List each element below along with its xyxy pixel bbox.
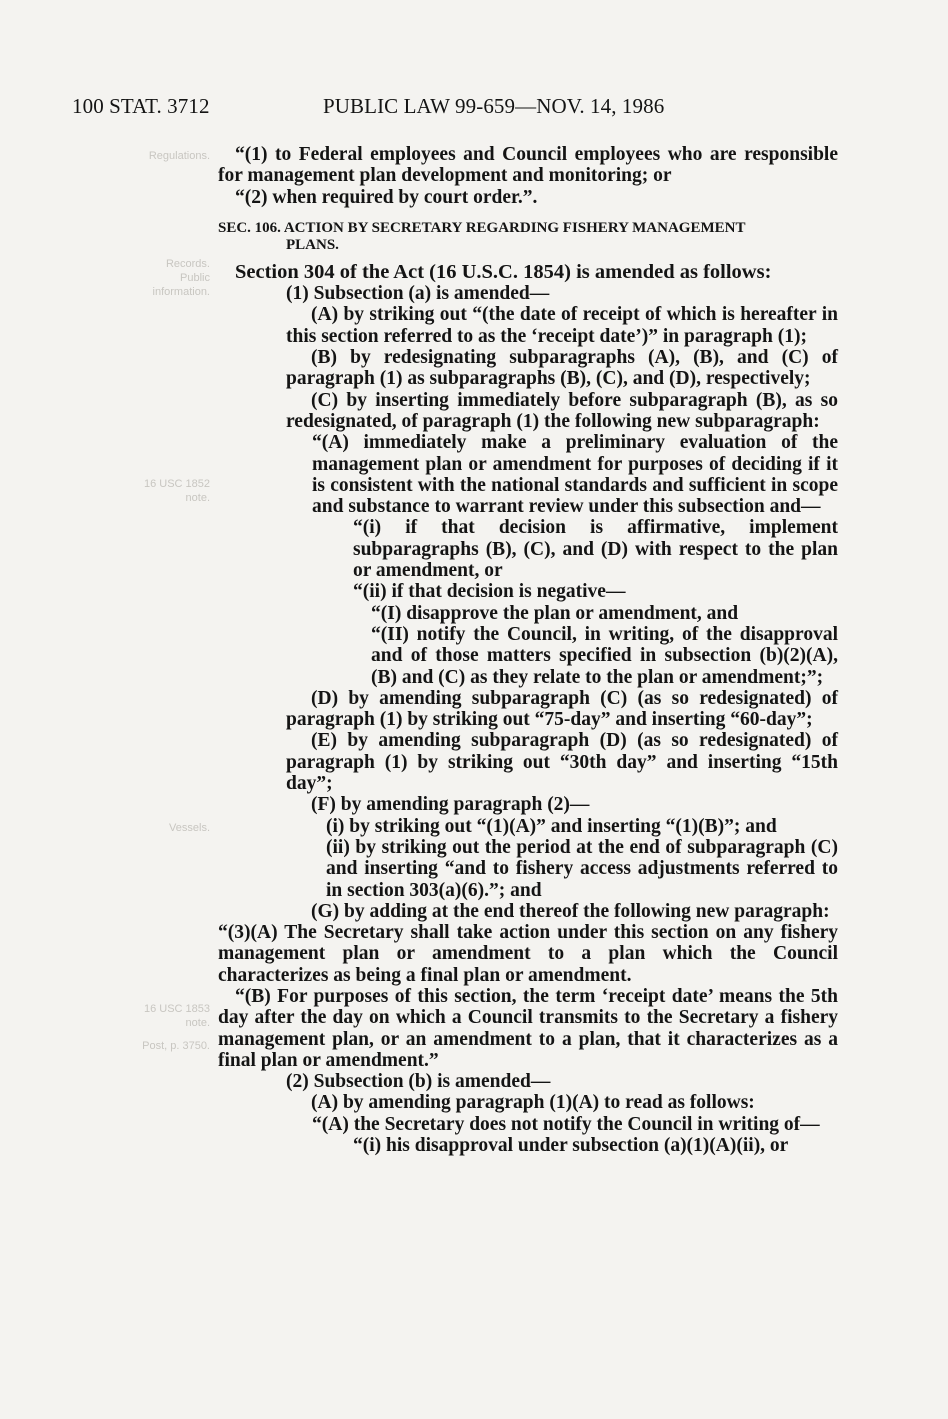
section-heading-line-2: PLANS. — [286, 236, 339, 253]
paragraph: (2) Subsection (b) is amended— — [286, 1071, 551, 1093]
paragraph: “(1) to Federal employees and Council employees who are responsible for management plan development and monitoring; or — [218, 144, 838, 187]
paragraph: (A) by striking out “(the date of receipt of which is hereafter in this section referred to as the ‘receipt date’)” in paragraph (1); — [286, 304, 838, 347]
paragraph: (1) Subsection (a) is amended— — [286, 283, 550, 305]
margin-note-regulations: Regulations. — [148, 150, 210, 162]
margin-note-public: Public — [180, 272, 210, 284]
paragraph: “(A) immediately make a preliminary evaluation of the management plan or amendment for purposes of deciding if it is consistent with the national standards and sufficient in scope and substance to warrant review under this subsection and— — [312, 432, 838, 518]
margin-note-vessels: Vessels. — [169, 822, 210, 834]
paragraph: “(A) the Secretary does not notify the Council in writing of— — [312, 1113, 820, 1135]
public-law-title: PUBLIC LAW 99-659—NOV. 14, 1986 — [323, 94, 665, 118]
paragraph: “(i) his disapproval under subsection (a)(1)(A)(ii), or — [353, 1135, 789, 1157]
margin-note-note-2: note. — [185, 1017, 210, 1029]
paragraph: (A) by amending paragraph (1)(A) to read as follows: — [311, 1092, 755, 1114]
paragraph: (i) by striking out “(1)(A)” and inserting “(1)(B)”; and — [326, 815, 777, 837]
paragraph: “(i) if that decision is affirmative, implement subparagraphs (B), (C), and (D) with respect to the plan or amendment, or — [353, 517, 838, 582]
paragraph: (C) by inserting immediately before subparagraph (B), as so redesignated, of paragraph (1) the following new subparagraph: — [286, 389, 838, 432]
margin-note-note-1: note. — [185, 492, 210, 504]
paragraph: (E) by amending subparagraph (D) (as so redesignated) of paragraph (1) by striking out “30th day” and inserting “15th day”; — [286, 730, 838, 795]
paragraph: “(ii) if that decision is negative— — [353, 581, 626, 603]
page-header — [0, 94, 948, 124]
paragraph: (B) by redesignating subparagraphs (A), (B), and (C) of paragraph (1) as subparagraphs (B), (C), and (D), respectively; — [286, 347, 838, 390]
paragraph: (D) by amending subparagraph (C) (as so redesignated) of paragraph (1) by striking out “75-day” and inserting “60-day”; — [286, 687, 838, 731]
paragraph: “(B) For purposes of this section, the term ‘receipt date’ means the 5th day after the day on which a Council transmits to the Secretary a fishery management plan, or an amendment to a plan, that it characterizes as a final plan or amendment.” — [218, 985, 838, 1071]
margin-note-usc-2: 16 USC 1853 — [143, 1003, 210, 1015]
section-heading-line-1: SEC. 106. ACTION BY SECRETARY REGARDING FISHERY MANAGEMENT — [218, 219, 746, 236]
margin-note-information: information. — [152, 286, 210, 298]
paragraph: “(3)(A) The Secretary shall take action under this section on any fishery management plan or amendment to a plan which the Council characterizes as being a final plan or amendment. — [218, 922, 838, 986]
paragraph: “(2) when required by court order.”. — [235, 186, 538, 208]
paragraph: “(II) notify the Council, in writing, of the disapproval and of those matters specified in subsection (b)(2)(A), (B) and (C) as they relate to the plan or amendment;”; — [371, 623, 838, 688]
paragraph: (G) by adding at the end thereof the following new paragraph: — [311, 900, 830, 922]
document-body — [218, 144, 838, 1156]
section-heading — [218, 220, 838, 254]
paragraph: Section 304 of the Act (16 U.S.C. 1854) is amended as follows: — [235, 260, 772, 283]
paragraph: (ii) by striking out the period at the end of subparagraph (C) and inserting “and to fishery access adjustments referred to in section 303(a)(6).”; and — [326, 836, 838, 901]
paragraph: “(I) disapprove the plan or amendment, and — [371, 602, 739, 624]
paragraph: (F) by amending paragraph (2)— — [311, 794, 590, 816]
statute-citation: 100 STAT. 3712 — [72, 94, 210, 118]
margin-note-post: Post, p. 3750. — [142, 1040, 210, 1052]
margin-note-usc-1: 16 USC 1852 — [143, 478, 210, 490]
margin-note-records: Records. — [165, 258, 210, 270]
